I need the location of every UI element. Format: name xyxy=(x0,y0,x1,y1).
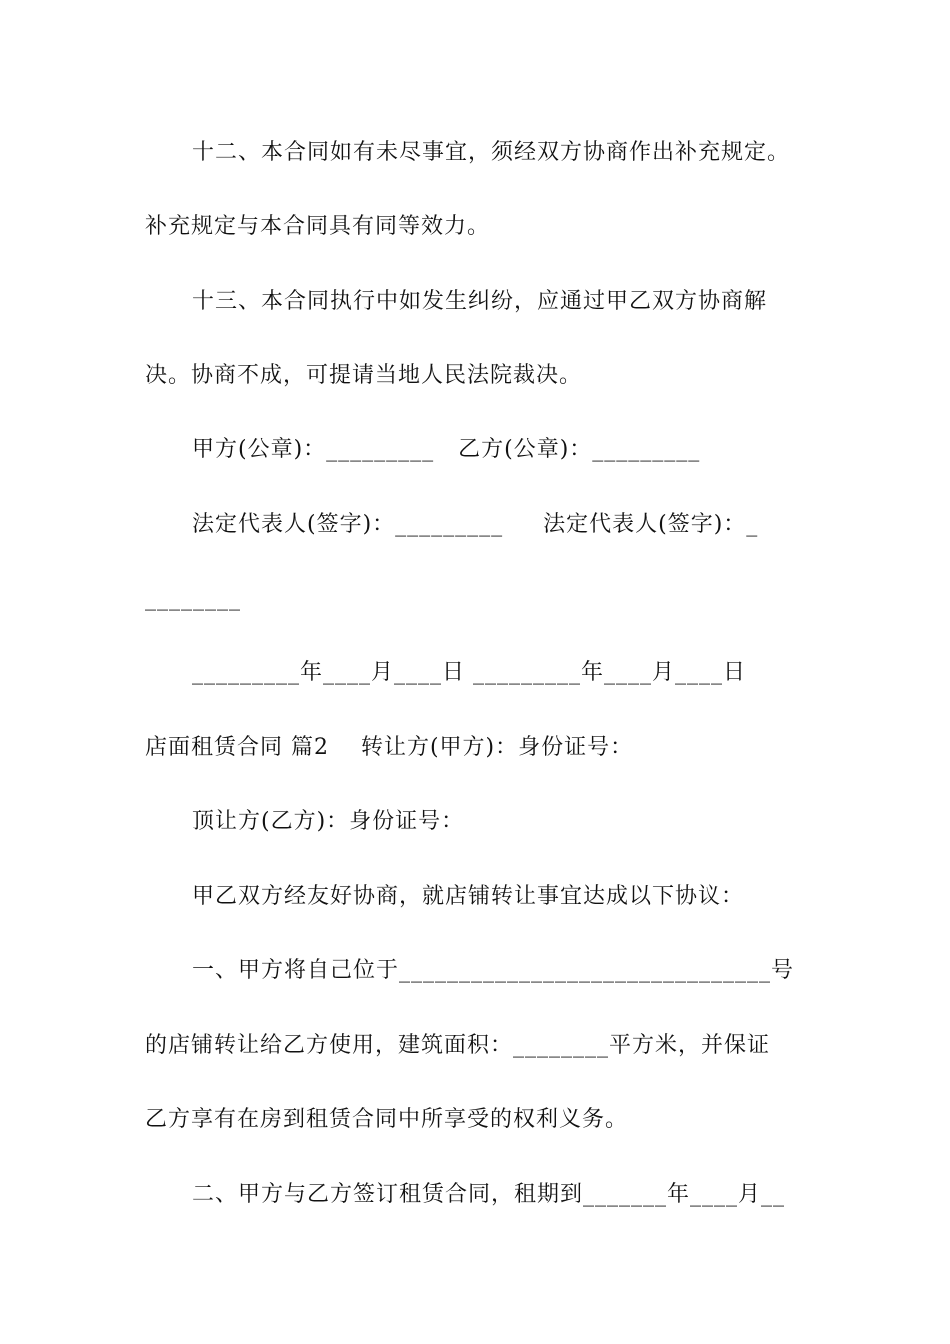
transferee-line: 顶让方(乙方)：身份证号： xyxy=(192,809,465,834)
legal-rep-signature-continuation: ________ xyxy=(145,586,241,611)
clause-1-line-1: 一、甲方将自己位于_______________________________号 xyxy=(192,958,795,983)
clause-13-line-1: 十三、本合同执行中如发生纠纷，应通过甲乙双方协商解 xyxy=(192,289,768,314)
section-heading-transferor: 店面租赁合同 篇2 转让方(甲方)：身份证号： xyxy=(145,735,634,760)
legal-rep-signature-line: 法定代表人(签字)：_________ 法定代表人(签字)：_ xyxy=(192,512,759,537)
clause-1-line-3: 乙方享有在房到租赁合同中所享受的权利义务。 xyxy=(145,1107,629,1132)
clause-12-line-1: 十二、本合同如有未尽事宜，须经双方协商作出补充规定。 xyxy=(192,140,791,165)
seal-line: 甲方(公章)：_________ 乙方(公章)：_________ xyxy=(192,437,701,462)
clause-1-line-2: 的店铺转让给乙方使用，建筑面积：________平方米，并保证 xyxy=(145,1033,771,1058)
clause-2-line-1: 二、甲方与乙方签订租赁合同，租期到_______年____月__ xyxy=(192,1182,786,1207)
clause-12-line-2: 补充规定与本合同具有同等效力。 xyxy=(145,214,491,239)
date-line: _________年____月____日 _________年____月____日 xyxy=(192,660,746,685)
agreement-intro: 甲乙双方经友好协商，就店铺转让事宜达成以下协议： xyxy=(192,884,745,909)
clause-13-line-2: 决。协商不成，可提请当地人民法院裁决。 xyxy=(145,363,583,388)
